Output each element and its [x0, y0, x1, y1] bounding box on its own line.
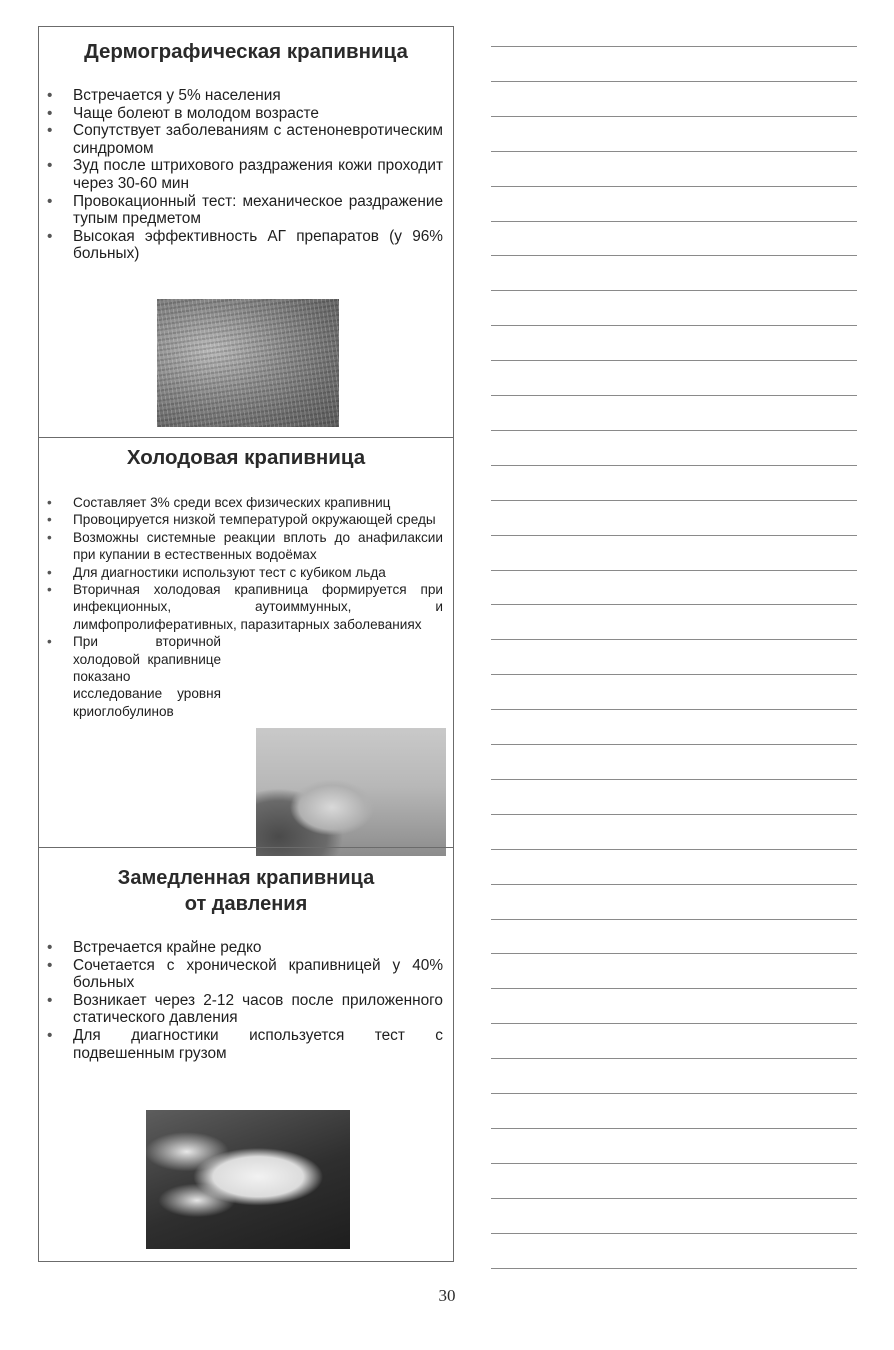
list-item: • Для диагностики используется тест с подвешенным грузом	[73, 1027, 443, 1062]
note-line	[491, 395, 857, 396]
note-line	[491, 779, 857, 780]
note-line	[491, 639, 857, 640]
bullet-list	[39, 87, 453, 263]
note-line	[491, 604, 857, 605]
note-line	[491, 151, 857, 152]
list-item: • Возможны системные реакции вплоть до анафилаксии при купании в естественных водоёмах	[73, 529, 443, 564]
note-line	[491, 674, 857, 675]
slides-column	[38, 26, 454, 1262]
slide-dermographic-urticaria	[39, 27, 453, 437]
list-item: • Составляет 3% среди всех физических крапивниц	[73, 494, 443, 511]
note-line	[491, 953, 857, 954]
note-line	[491, 1093, 857, 1094]
note-line	[491, 570, 857, 571]
note-line	[491, 709, 857, 710]
list-item: • Высокая эффективность АГ препаратов (у 96% больных)	[73, 228, 443, 263]
list-item: • Возникает через 2-12 часов после приложенного статического давления	[73, 992, 443, 1027]
note-line	[491, 116, 857, 117]
list-item: • Вторичная холодовая крапивница формируется при инфекционных, аутоиммунных, и лимфопролиферативных, паразитарных заболеваниях	[73, 581, 443, 633]
slide-title: Холодовая крапивница	[126, 446, 366, 469]
bullet-list	[39, 939, 453, 1062]
slide-title-line1: Замедленная крапивница	[117, 867, 375, 889]
note-line	[491, 465, 857, 466]
note-line	[491, 255, 857, 256]
note-line	[491, 430, 857, 431]
note-line	[491, 814, 857, 815]
note-line	[491, 1198, 857, 1199]
list-item: • Провоцируется низкой температурой окружающей среды	[73, 511, 443, 528]
note-line	[491, 1058, 857, 1059]
slide-title: Дермографическая крапивница	[84, 40, 408, 63]
note-line	[491, 186, 857, 187]
list-item: • Встречается крайне редко	[73, 939, 443, 957]
note-line	[491, 360, 857, 361]
slide-delayed-pressure-urticaria	[39, 847, 453, 1261]
bullet-list	[39, 494, 453, 720]
slide-cold-urticaria	[39, 437, 453, 847]
note-line	[491, 1128, 857, 1129]
note-line	[491, 535, 857, 536]
ice-cube-test-photo	[256, 728, 446, 856]
list-item: • Встречается у 5% населения	[73, 87, 443, 105]
note-line	[491, 325, 857, 326]
list-item: • Для диагностики используют тест с кубиком льда	[73, 564, 443, 581]
note-line	[491, 1233, 857, 1234]
list-item: • Сочетается с хронической крапивницей у 40% больных	[73, 957, 443, 992]
note-line	[491, 744, 857, 745]
list-item: • Чаще болеют в молодом возрасте	[73, 105, 443, 123]
note-line	[491, 221, 857, 222]
note-line	[491, 1163, 857, 1164]
slide-title	[39, 848, 453, 917]
page-number: 30	[438, 1286, 456, 1305]
hand-pressure-photo	[146, 1110, 350, 1249]
note-line	[491, 1268, 857, 1269]
note-line	[491, 81, 857, 82]
slide-title-line2: от давления	[184, 893, 308, 915]
list-item: • Зуд после штрихового раздражения кожи проходит через 30-60 мин	[73, 157, 443, 192]
note-line	[491, 919, 857, 920]
list-item: • При вторичной холодовой крапивнице показано исследование уровня криоглобулинов	[73, 633, 221, 720]
list-item: • Сопутствует заболеваниям с астеноневротическим синдромом	[73, 122, 443, 157]
note-line	[491, 988, 857, 989]
list-item: • Провокационный тест: механическое раздражение тупым предметом	[73, 193, 443, 228]
skin-dermographism-photo	[157, 299, 339, 427]
note-line	[491, 1023, 857, 1024]
note-line	[491, 849, 857, 850]
note-line	[491, 290, 857, 291]
note-line	[491, 500, 857, 501]
note-line	[491, 46, 857, 47]
note-line	[491, 884, 857, 885]
